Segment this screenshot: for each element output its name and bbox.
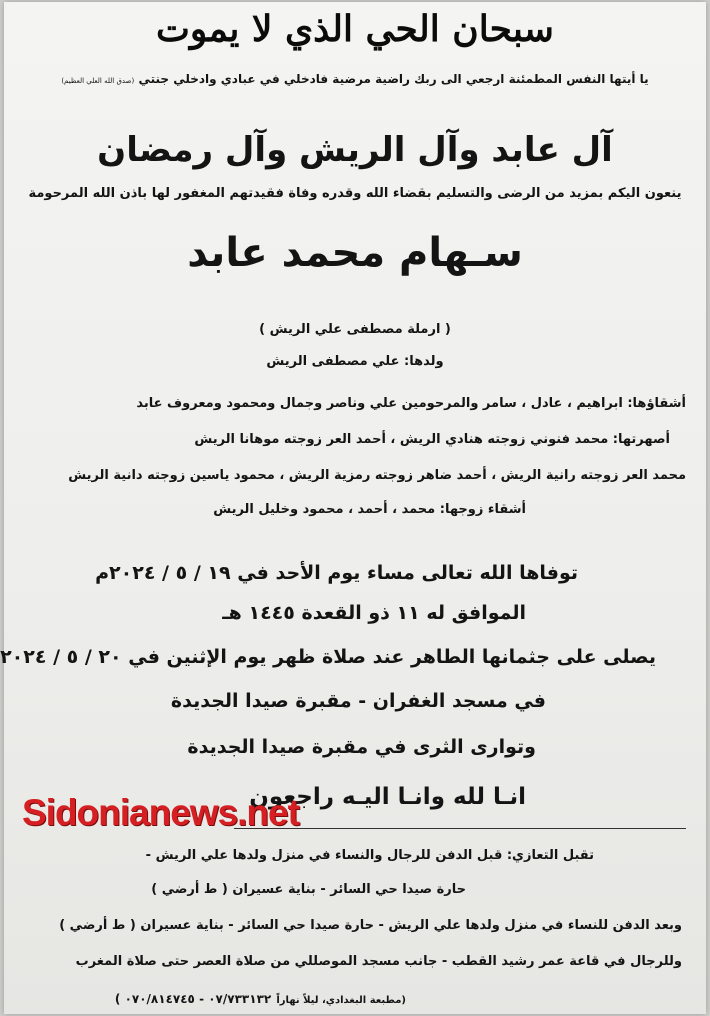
condolences-line-1: تقبل التعازي: قبل الدفن للرجال والنساء في منزل ولدها علي الريش - — [145, 848, 594, 863]
obituary-page — [0, 2, 706, 1014]
verse-source: (صدق الله العلي العظيم) — [61, 77, 135, 85]
widow-of: ( ارملة مصطفى علي الريش ) — [259, 322, 451, 337]
watermark-text: Sidonianews.net — [22, 792, 299, 833]
condolences-line-2: حارة صيدا حي السائر - بناية عسيران ( ط أرضي ) — [151, 882, 466, 897]
condolences-line-3: وبعد الدفن للنساء في منزل ولدها علي الريش - حارة صيدا حي السائر - بناية عسيران ( ط أرضي ) — [59, 918, 682, 933]
condolences-line-4: وللرجال في قاعة عمر رشيد القطب - جانب مسجد الموصللي من صلاة العصر حتى صلاة المغرب — [75, 954, 682, 969]
separator-line — [234, 828, 686, 829]
in-laws-line-2: محمد العر زوجته رانية الريش ، أحمد ضاهر زوجته رمزية الريش ، محمود ياسين زوجته دانية الريش — [68, 468, 686, 483]
burial-line: وتوارى الثرى في مقبرة صيدا الجديدة — [187, 736, 536, 758]
announcement-text: ينعون اليكم بمزيد من الرضى والتسليم بقضاء الله وقدره وفاة فقيدتهم المغفور لها باذن الله المرحومة — [28, 186, 682, 201]
hijri-date: الموافق له ١١ ذو القعدة ١٤٤٥ هـ — [222, 602, 526, 624]
verse-text: يا أيتها النفس المطمئنة ارجعي الى ربك راضية مرضية فادخلي في عبادي وادخلي جنتي — [138, 72, 649, 86]
in-laws-line-1: أصهرتها: محمد فنوني زوجته هنادي الريش ، أحمد العر زوجته موهانا الريش — [194, 432, 670, 447]
death-date: توفاها الله تعالى مساء يوم الأحد في ١٩ / ٥ / ٢٠٢٤م — [95, 562, 578, 584]
quran-verse — [16, 72, 694, 86]
husband-siblings-line: أشقاء زوجها: محمد ، أحمد ، محمود وخليل الريش — [213, 502, 526, 517]
footer — [16, 988, 406, 1007]
deceased-name: سـهام محمد عابد — [187, 230, 523, 276]
son-line: ولدها: علي مصطفى الريش — [266, 354, 444, 369]
printer-name: (مطبعة البغدادي، ليلاً نهاراً — [276, 995, 406, 1006]
funeral-place: في مسجد الغفران - مقبرة صيدا الجديدة — [170, 690, 546, 712]
funeral-prayer: يصلى على جثمانها الطاهر عند صلاة ظهر يوم الإثنين في ٢٠ / ٥ / ٢٠٢٤ — [0, 646, 656, 668]
quran-quote: انـا لله وانـا اليـه راجعون — [249, 784, 526, 810]
calligraphy-title: سبحان الحي الذي لا يموت — [156, 8, 554, 50]
siblings-line: أشقاؤها: ابراهيم ، عادل ، سامر والمرحومين علي وناصر وجمال ومحمود ومعروف عابد — [136, 396, 686, 411]
printer-phones: ٠٧/٧٣٣١٣٢ - ٠٧٠/٨١٤٧٤٥ ) — [114, 992, 272, 1006]
families-heading: آل عابد وآل الريش وآل رمضان — [97, 130, 613, 170]
